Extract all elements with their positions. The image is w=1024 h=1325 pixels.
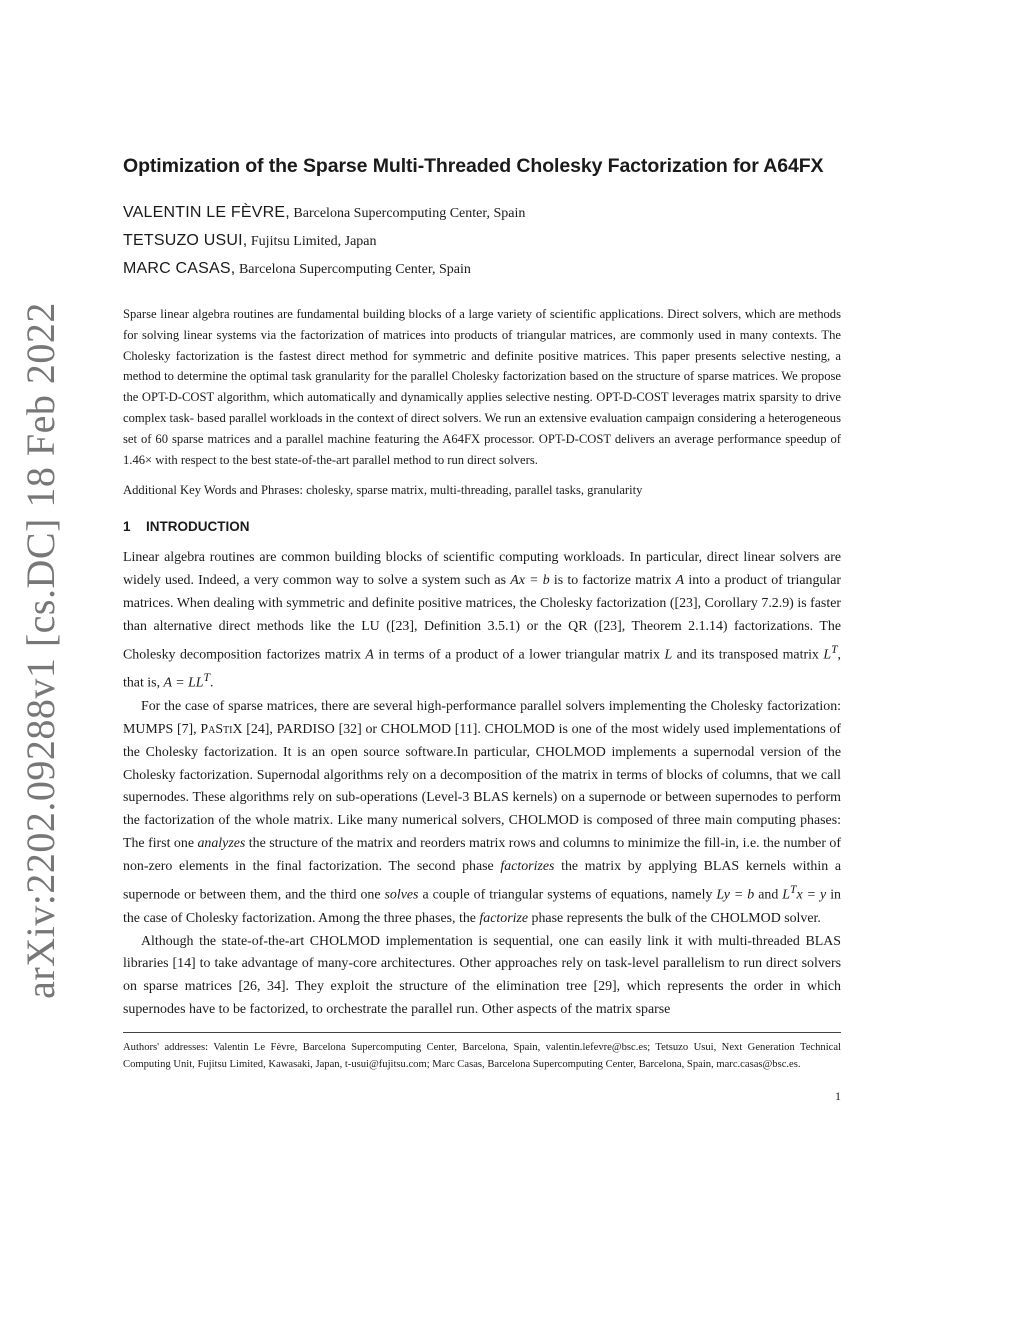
author-list [123,199,841,283]
author-name: TETSUZO USUI, [123,232,248,249]
author-entry [123,227,841,255]
author-name: VALENTIN LE FÈVRE, [123,204,290,221]
body-paragraph-3: Although the state-of-the-art CHOLMOD implementation is sequential, one can easily link it with multi-threaded BLAS libraries [14] to take advantage of many-core architectures. Other approaches rely on task-level parallelism to run direct solvers on sparse matrices [26, 34]. They exploit the structure of the elimination tree [29], which represents the order in which supernodes have to be factorized, to orchestrate the parallel run. Other aspects of the matrix sparse [123,933,841,1018]
author-entry [123,255,841,283]
section-number: 1 [123,519,131,535]
page-number: 1 [835,1089,841,1104]
body-paragraph-1: Linear algebra routines are common building blocks of scientific computing workloads. In particular, direct linear solvers are widely used. Indeed, a very common way to solve a system such as Ax = b is to factorize matrix A into a product of triangular matrices. When dealing with symmetric and definite positive matrices, the Cholesky factorization ([23], Corollary 7.2.9) is faster than alternative direct methods like the LU ([23], Definition 3.5.1) or the QR ([23], Theorem 2.1.14) factorizations. The Cholesky decomposition factorizes matrix A in terms of a product of a lower triangular matrix L and its transposed matrix $L^T$, that is, $A = LL^T$. [123,550,842,691]
footnote-divider [123,1032,841,1033]
author-affiliation: Barcelona Supercomputing Center, Spain [235,262,471,277]
author-addresses-footnote: Authors' addresses: Valentin Le Fèvre, Barcelona Supercomputing Center, Barcelona, Spain, valentin.lefevre@bsc.es; Tetsuzo Usui, Next Generation Technical Computing Unit, Fujitsu Limited, Kawasaki, Japan, t-usui@fujitsu.com; Marc Casas, Barcelona Supercomputing Center, Barcelona, Spain, marc.casas@bsc.es. [123,1042,841,1071]
keywords: Additional Key Words and Phrases: cholesky, sparse matrix, multi-threading, parallel tasks, granularity [123,483,643,498]
author-affiliation: Barcelona Supercomputing Center, Spain [289,206,526,221]
arxiv-sidebar [17,301,63,999]
arxiv-identifier: arXiv:2202.09288v1 [cs.DC] 18 Feb 2022 [17,301,63,999]
pastix-name: PaStiX [200,721,243,737]
paper-page [123,152,841,1104]
author-entry [123,199,841,227]
paper-title: Optimization of the Sparse Multi-Threaded Cholesky Factorization for A64FX [123,155,824,177]
section-heading [123,517,841,537]
body-paragraph-2: For the case of sparse matrices, there are several high-performance parallel solvers implementing the Cholesky factorization: MUMPS [7], PaStiX [24], PARDISO [32] or CHOLMOD [11]. CHOLMOD is one of the most widely used implementations of the Cholesky factorization. It is an open source software.In particular, CHOLMOD implements a supernodal version of the Cholesky factorization. Supernodal algorithms rely on a decomposition of the matrix in terms of blocks of columns, that we call supernodes. These algorithms rely on sub-operations (Level-3 BLAS kernels) on a supernode or between supernodes to perform the factorization of the whole matrix. Like many numerical solvers, CHOLMOD is composed of three main computing phases: The first one analyzes the structure of the matrix and reorders matrix rows and columns to minimize the fill-in, i.e. the number of non-zero elements in the final factorization. The second phase factorizes the matrix by applying BLAS kernels within a supernode or between them, and the third one solves a couple of triangular systems of equations, namely Ly = b and $L^Tx = y$ in the case of Cholesky factorization. Among the three phases, the factorize phase represents the bulk of the CHOLMOD solver. [123,698,841,926]
author-name: MARC CASAS, [123,260,236,277]
author-affiliation: Fujitsu Limited, Japan [247,234,377,249]
abstract: Sparse linear algebra routines are fundamental building blocks of a large variety of scientific applications. Direct solvers, which are methods for solving linear systems via the factorization of matrices into products of triangular matrices, are commonly used in many contexts. The Cholesky factorization is the fastest direct method for symmetric and definite positive matrices. This paper presents selective nesting, a method to determine the optimal task granularity for the parallel Cholesky factorization based on the structure of sparse matrices. We propose the OPT-D-COST algorithm, which automatically and dynamically applies selective nesting. OPT-D-COST leverages matrix sparsity to drive complex task- based parallel workloads in the context of direct solvers. We run an extensive evaluation campaign considering a heterogeneous set of 60 sparse matrices and a parallel machine featuring the A64FX processor. OPT-D-COST delivers an average performance speedup of 1.46× with respect to the best state-of-the-art parallel method to run direct solvers. [123,307,841,467]
section-title: INTRODUCTION [146,519,250,535]
